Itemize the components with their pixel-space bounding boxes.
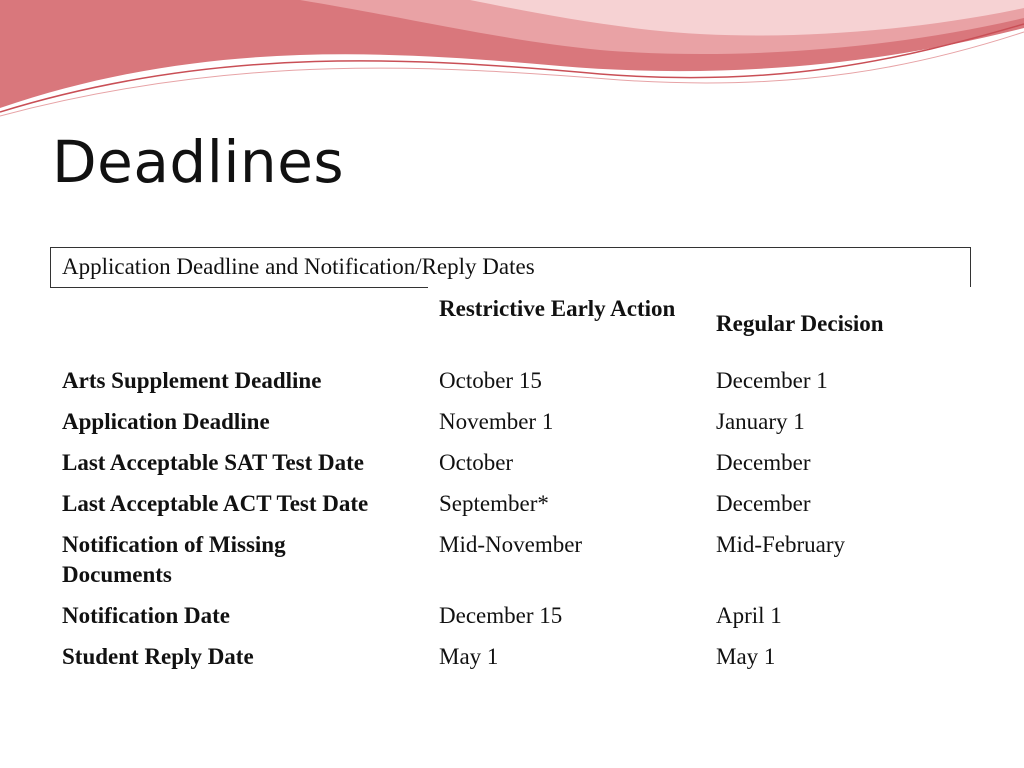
row-label-student-reply-date: Student Reply Date [62,644,254,669]
row-label-last-act-date: Last Acceptable ACT Test Date [62,491,369,516]
cell-rea-application-deadline: November 1 [439,409,554,434]
cell-rd-last-act-date: December [716,491,811,516]
cell-rd-last-sat-date: December [716,450,811,475]
cell-rd-arts-supplement: December 1 [716,368,828,393]
cell-rea-notification-missing-documents: Mid-November [439,532,583,557]
table-caption: Application Deadline and Notification/Reply Dates [62,254,535,279]
cell-rea-notification-date: December 15 [439,603,563,628]
table-caption-divider [50,287,428,288]
row-label-arts-supplement-deadline: Arts Supplement Deadline [62,368,322,393]
row-label-last-sat-date: Last Acceptable SAT Test Date [62,450,364,475]
cell-rd-notification-missing-documents: Mid-February [716,532,846,557]
cell-rea-arts-supplement: October 15 [439,368,542,393]
row-label-notification-date: Notification Date [62,603,230,628]
cell-rea-student-reply-date: May 1 [439,644,499,669]
cell-rd-application-deadline: January 1 [716,409,805,434]
column-header-restrictive-early-action: Restrictive Early Action [439,296,676,321]
row-label-notification-missing-documents: Notification of Missing Documents [62,532,286,587]
header-wave-decoration [0,0,1024,120]
cell-rea-last-sat-date: October [439,450,514,475]
cell-rea-last-act-date: September* [439,491,549,516]
slide-title: Deadlines [52,128,345,196]
column-header-regular-decision: Regular Decision [716,311,884,336]
cell-rd-student-reply-date: May 1 [716,644,776,669]
row-label-application-deadline: Application Deadline [62,409,270,434]
cell-rd-notification-date: April 1 [716,603,782,628]
